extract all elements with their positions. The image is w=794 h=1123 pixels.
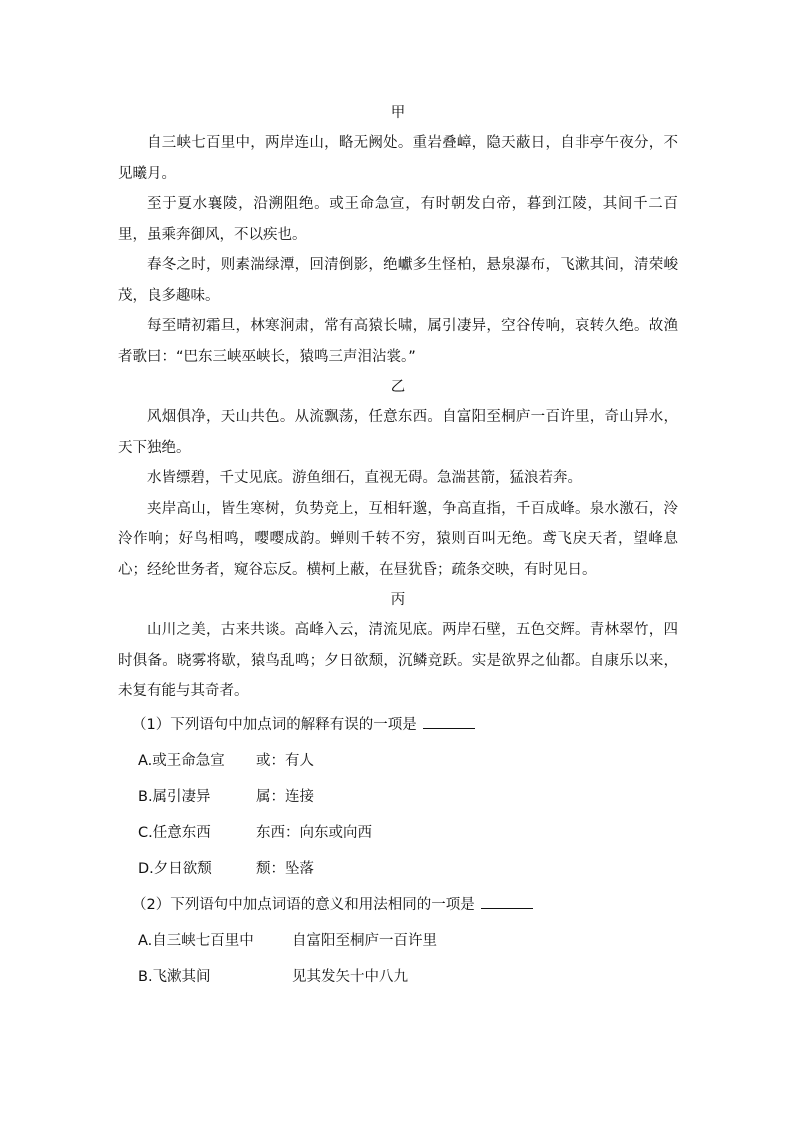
answer-blank: [481, 894, 533, 909]
option-sentence: B.属引凄异: [138, 788, 211, 805]
question-2-text: （2）下列语句中加点词语的意义和用法相同的一项是: [132, 896, 475, 913]
passage-paragraph: 每至晴初霜旦，林寒涧肃，常有高猿长啸，属引凄异，空谷传响，哀转久绝。故渔者歌曰：“巴东三峡巫峡长，猿鸣三声泪沾裳。”: [118, 318, 678, 365]
passage-heading-yi: 乙: [390, 379, 406, 395]
question-1: [118, 707, 678, 743]
question-2-option-a: [118, 923, 678, 959]
option-sentence: A.或王命急宣: [138, 752, 225, 769]
passage-heading-bing: 丙: [390, 592, 406, 608]
option-sentence: C.任意东西: [138, 824, 211, 841]
passage-paragraph: 春冬之时，则素湍绿潭，回清倒影，绝巘多生怪柏，悬泉瀑布，飞漱其间，清荣峻茂，良多趣味。: [118, 257, 678, 304]
question-1-option-c: [118, 815, 678, 851]
option-explanation: 颓：坠落: [256, 860, 314, 877]
option-explanation: 见其发矢十中八九: [292, 968, 408, 985]
question-1-option-d: [118, 851, 678, 887]
answer-blank: [423, 714, 475, 729]
option-explanation: 属：连接: [256, 788, 314, 805]
passage-heading-jia: 甲: [390, 105, 406, 121]
document-content: [118, 98, 678, 995]
option-explanation: 或：有人: [256, 752, 314, 769]
passage-paragraph: 风烟俱净，天山共色。从流飘荡，任意东西。自富阳至桐庐一百许里，奇山异水，天下独绝。: [118, 409, 678, 456]
option-explanation: 东西：向东或向西: [256, 824, 372, 841]
passage-paragraph: 水皆缥碧，千丈见底。游鱼细石，直视无碍。急湍甚箭，猛浪若奔。: [147, 470, 582, 486]
passage-paragraph: 夹岸高山，皆生寒树，负势竞上，互相轩邈，争高直指，千百成峰。泉水激石，泠泠作响；好鸟相鸣，嘤嘤成韵。蝉则千转不穷，猿则百叫无绝。鸢飞戾天者，望峰息心；经纶世务者，窥谷忘反。横柯上蔽，在昼犹昏；疏条交映，有时见日。: [118, 500, 678, 578]
option-sentence: A.自三峡七百里中: [138, 932, 254, 949]
question-2: [118, 887, 678, 923]
question-2-option-b: [118, 959, 678, 995]
question-1-text: （1）下列语句中加点词的解释有误的一项是: [132, 716, 417, 733]
question-1-option-a: [118, 743, 678, 779]
question-1-option-b: [118, 779, 678, 815]
option-explanation: 自富阳至桐庐一百许里: [292, 932, 437, 949]
option-sentence: D.夕日欲颓: [138, 860, 212, 877]
passage-paragraph: 至于夏水襄陵，沿溯阻绝。或王命急宣，有时朝发白帝，暮到江陵，其间千二百里，虽乘奔御风，不以疾也。: [118, 196, 678, 243]
passage-paragraph: 山川之美，古来共谈。高峰入云，清流见底。两岸石壁，五色交辉。青林翠竹，四时俱备。晓雾将歇，猿鸟乱鸣；夕日欲颓，沉鳞竞跃。实是欲界之仙都。自康乐以来，未复有能与其奇者。: [118, 622, 678, 699]
passage-paragraph: 自三峡七百里中，两岸连山，略无阙处。重岩叠嶂，隐天蔽日，自非亭午夜分，不见曦月。: [118, 135, 678, 182]
option-sentence: B.飞漱其间: [138, 968, 211, 985]
